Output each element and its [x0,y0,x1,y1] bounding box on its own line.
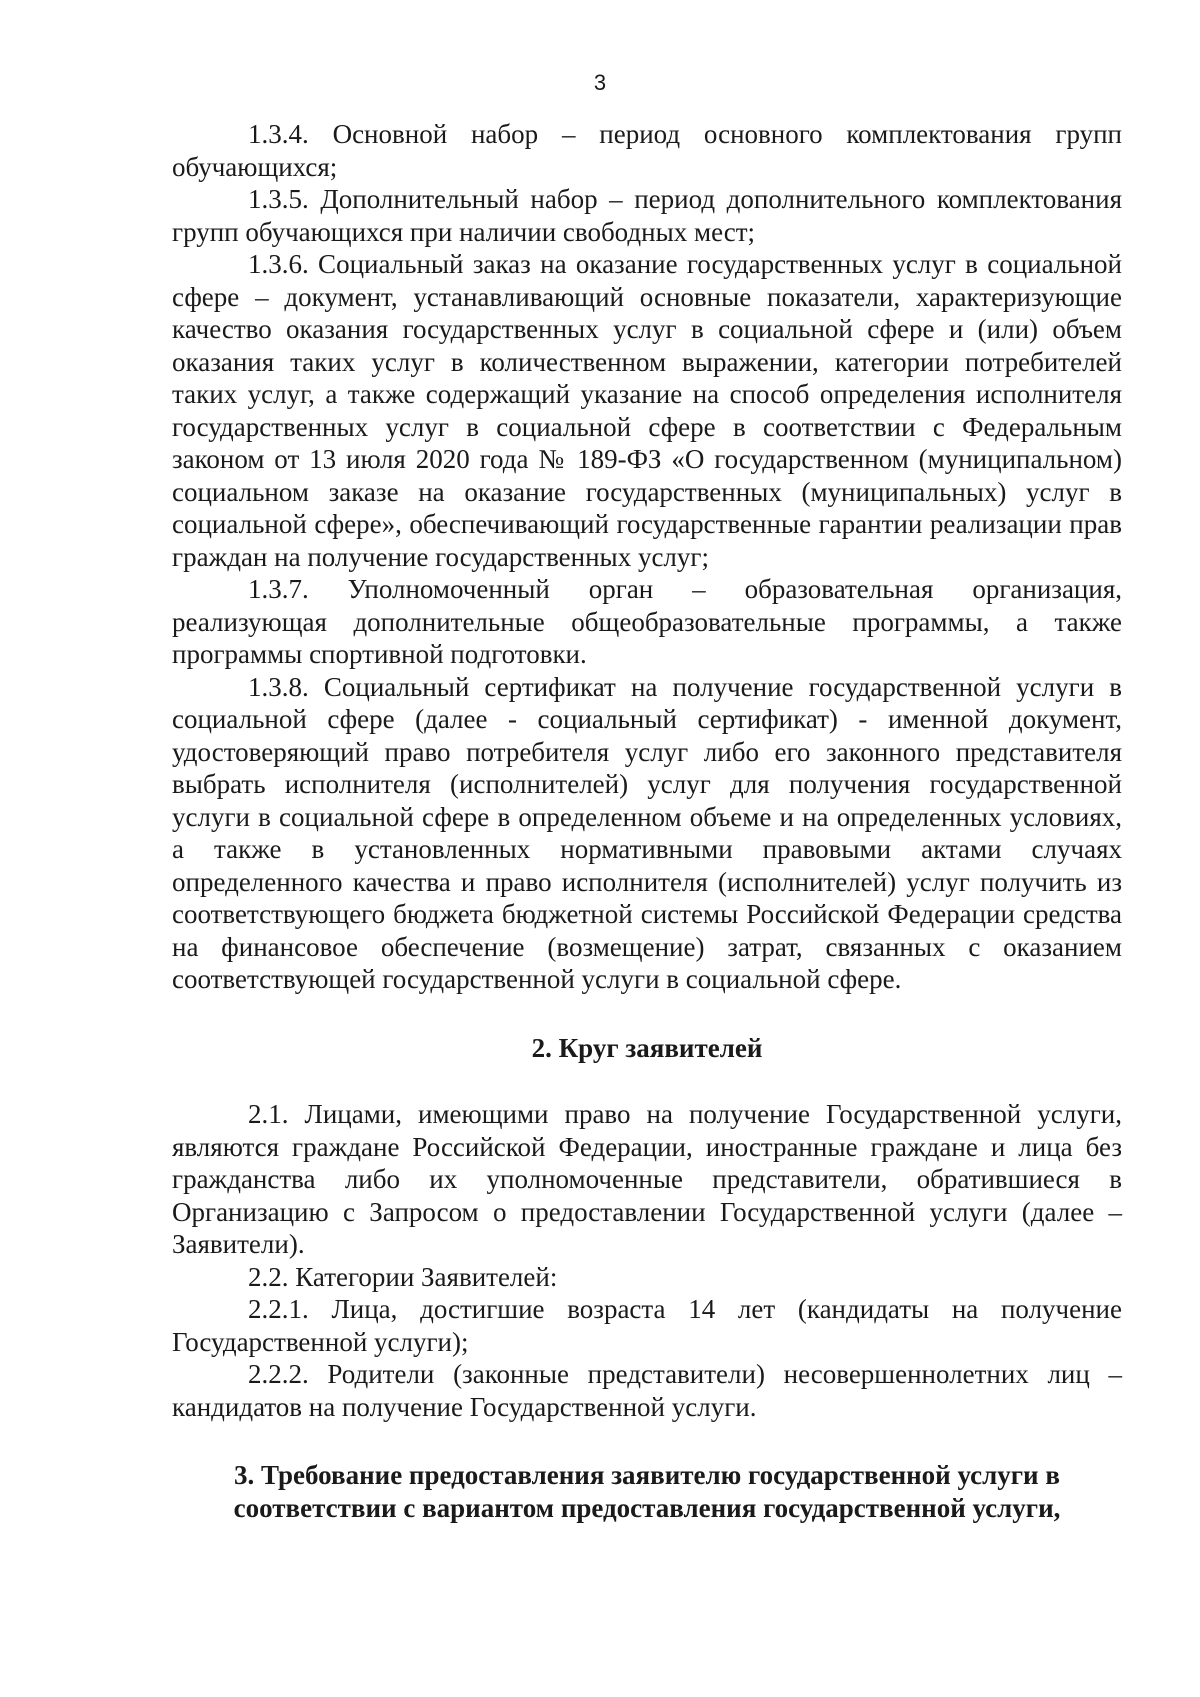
paragraph-2-2: 2.2. Категории Заявителей: [248,1261,558,1292]
document-body [172,118,1122,1524]
paragraph-1-3-6: 1.3.6. Социальный заказ на оказание государственных услуг в социальной сфере – документ, устанавливающий основные показатели, характеризующие качество оказания государственных услуг в социальной сфере и (или) объем оказания таких услуг в количественном выражении, категории потребителей таких услуг, а также содержащий указание на способ определения исполнителя государственных услуг в социальной сфере в соответствии с Федеральным законом от 13 июля 2020 года № 189-ФЗ «О государственном (муниципальном) социальном заказе на оказание государственных (муниципальных) услуг в социальной сфере», обеспечивающий государственные гарантии реализации прав граждан на получение государственных услуг; [172,249,1122,572]
paragraph-2-2-1: 2.2.1. Лица, достигшие возраста 14 лет (кандидаты на получение Государственной услуги); [172,1294,1122,1357]
paragraph-1-3-4: 1.3.4. Основной набор – период основного комплектования групп обучающихся; [172,119,1122,182]
section-3-heading-line-2: соответствии с вариантом предоставления государственной услуги, [233,1492,1061,1523]
paragraph-2-2-2: 2.2.2. Родители (законные представители) несовершеннолетних лиц – кандидатов на получение Государственной услуги. [172,1359,1122,1422]
section-3-heading-line-1: 3. Требование предоставления заявителю государственной услуги в [234,1460,1060,1490]
section-3-heading [172,1459,1122,1524]
paragraph-1-3-7: 1.3.7. Уполномоченный орган – образовательная организация, реализующая дополнительные общеобразовательные программы, а также программы спортивной подготовки. [172,574,1122,669]
paragraph-1-3-8: 1.3.8. Социальный сертификат на получение государственной услуги в социальной сфере (далее - социальный сертификат) - именной документ, удостоверяющий право потребителя услуг либо его законного представителя выбрать исполнителя (исполнителей) услуг для получения государственной услуги в социальной сфере в определенном объеме и на определенных условиях, а также в установленных нормативными правовыми актами случаях определенного качества и право исполнителя (исполнителей) услуг получить из соответствующего бюджета бюджетной системы Российской Федерации средства на финансовое обеспечение (возмещение) затрат, связанных с оказанием соответствующей государственной услуги в социальной сфере. [172,671,1122,994]
section-2-heading: 2. Круг заявителей [531,1032,763,1063]
page-number: 3 [593,70,607,95]
paragraph-2-1: 2.1. Лицами, имеющими право на получение Государственной услуги, являются граждане Российской Федерации, иностранные граждане и лица без гражданства либо их уполномоченные представители, обратившиеся в Организацию с Запросом о предоставлении Государственной услуги (далее – Заявители). [172,1099,1122,1259]
paragraph-1-3-5: 1.3.5. Дополнительный набор – период дополнительного комплектования групп обучающихся при наличии свободных мест; [172,184,1122,247]
